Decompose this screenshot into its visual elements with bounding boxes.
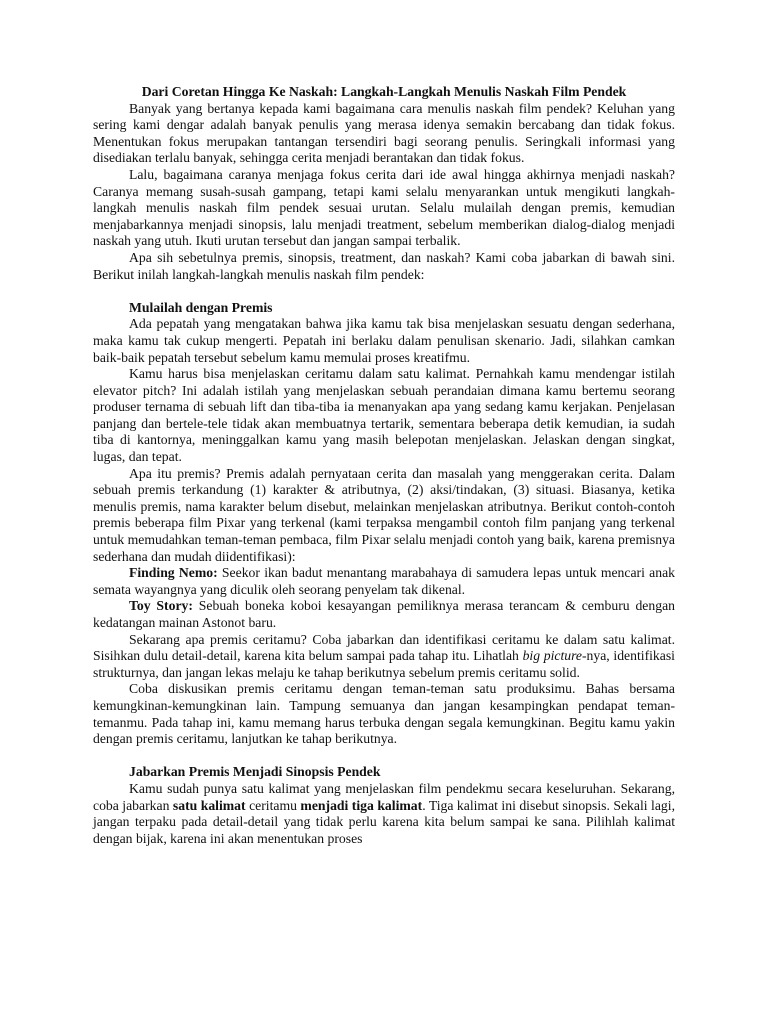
premis-paragraph-1: Ada pepatah yang mengatakan bahwa jika kamu tak bisa menjelaskan sesuatu dengan sederhana, maka kamu tak cukup mengerti. Pepatah ini berlaku dalam penulisan skenario. Jadi, silahkan camkan baik-baik pepatah tersebut sebelum kamu memulai proses kreatifmu. (93, 316, 675, 365)
spacer (93, 283, 675, 300)
section-heading-premis: Mulailah dengan Premis (129, 299, 273, 315)
text-run: Kamu sudah punya satu kalimat yang menjelaskan film pendekmu secara keseluruhan. Sekarang, coba jabarkan (93, 780, 675, 813)
section-heading-sinopsis: Jabarkan Premis Menjadi Sinopsis Pendek (129, 764, 381, 780)
document-title: Dari Coretan Hingga Ke Naskah: Langkah-Langkah Menulis Naskah Film Pendek (141, 84, 627, 99)
intro-paragraph-2: Lalu, bagaimana caranya menjaga fokus cerita dari ide awal hingga akhirnya menjadi naskah? Caranya memang susah-susah gampang, tetapi kami selalu menyarankan untuk mengikuti langkah-langkah menulis naskah film pendek sesuai urutan. Selalu mulailah dengan premis, kemudian menjabarkannya menjadi sinopsis, lalu menjadi treatment, sebelum memberikan dialog-dialog menjadi naskah yang utuh. Ikuti urutan tersebut dan jangan sampai terbalik. (93, 166, 675, 249)
intro-paragraph-3: Apa sih sebetulnya premis, sinopsis, treatment, dan naskah? Kami coba jabarkan di bawah sini. Berikut inilah langkah-langkah menulis naskah film pendek: (93, 249, 675, 282)
text-run: Sekarang apa premis ceritamu? Coba jabarkan dan identifikasi ceritamu ke dalam satu kalimat. Sisihkan dulu detail-detail, karena kita belum sampai pada tahap itu. Lihatlah (93, 631, 675, 664)
example-text: Sebuah boneka koboi kesayangan pemiliknya merasa terancam & cemburu dengan kedatangan mainan Astonot baru. (93, 598, 675, 630)
italic-term: big picture (522, 648, 582, 664)
document-body (93, 84, 675, 847)
text-run: . Tiga kalimat ini disebut sinopsis. Sekali lagi, jangan terpaku pada detail-detail yang tidak perlu karena kita belum sampai ke sana. Pilihlah kalimat dengan bijak, karena ini akan menentukan proses (93, 797, 675, 846)
example-label: Toy Story: (129, 598, 193, 614)
spacer (93, 748, 675, 765)
text-run: ceritamu (245, 797, 301, 813)
bold-term: satu kalimat (172, 797, 246, 813)
intro-paragraph-1: Banyak yang bertanya kepada kami bagaimana cara menulis naskah film pendek? Keluhan yang sering kami dengar adalah banyak penulis yang merasa idenya semakin bercabang dan tidak fokus. Menentukan fokus merupakan tantangan tersendiri bagi seorang penulis. Seringkali informasi yang disediakan terlalu banyak, sehingga cerita menjadi berantakan dan tidak fokus. (93, 100, 675, 166)
premis-paragraph-2: Kamu harus bisa menjelaskan ceritamu dalam satu kalimat. Pernahkah kamu mendengar istilah elevator pitch? Ini adalah istilah yang menjelaskan sebuah perandaian dimana kamu bertemu seorang produser ternama di sebuah lift dan tiba-tiba ia menanyakan apa yang sedang kamu kerjakan. Penjelasan panjang dan bertele-tele tidak akan membuatnya tertarik, sementara beberapa detik kemudian, ia sudah tiba di kantornya, meninggalkan kamu yang masih belepotan menjelaskan. Jelaskan dengan singkat, lugas, dan tepat. (93, 366, 675, 465)
premis-paragraph-4 (93, 632, 675, 682)
text-run: -nya, identifikasi strukturnya, dan jangan lekas melaju ke tahap berikutnya sebelum premis ceritamu solid. (93, 648, 675, 680)
example-finding-nemo (93, 565, 675, 598)
premis-paragraph-5: Coba diskusikan premis ceritamu dengan teman-teman satu produksimu. Bahas bersama kemungkinan-kemungkinan lain. Tampung semuanya dan jangan kesampingkan pendapat teman-temanmu. Pada tahap ini, kamu memang harus terbuka dengan segala kemungkinan. Begitu kamu yakin dengan premis ceritamu, lanjutkan ke tahap berikutnya. (93, 681, 675, 747)
sinopsis-paragraph-1 (93, 781, 675, 847)
example-label: Finding Nemo: (129, 565, 218, 581)
example-toy-story (93, 598, 675, 631)
example-text: Seekor ikan badut menantang marabahaya di samudera lepas untuk mencari anak semata wayangnya yang diculik oleh seorang penyelam tak dikenal. (93, 565, 675, 597)
premis-paragraph-3: Apa itu premis? Premis adalah pernyataan cerita dan masalah yang menggerakan cerita. Dalam sebuah premis terkandung (1) karakter & atributnya, (2) aksi/tindakan, (3) situasi. Biasanya, ketika menulis premis, nama karakter belum disebut, melainkan menjelaskan atributnya. Berikut contoh-contoh premis beberapa film Pixar yang terkenal (kami terpaksa mengambil contoh film panjang yang terkenal untuk memudahkan teman-teman pembaca, film Pixar selalu menjadi contoh yang baik, karena premisnya sederhana dan mudah diidentifikasi): (93, 465, 675, 564)
bold-term: menjadi tiga kalimat (300, 797, 423, 813)
